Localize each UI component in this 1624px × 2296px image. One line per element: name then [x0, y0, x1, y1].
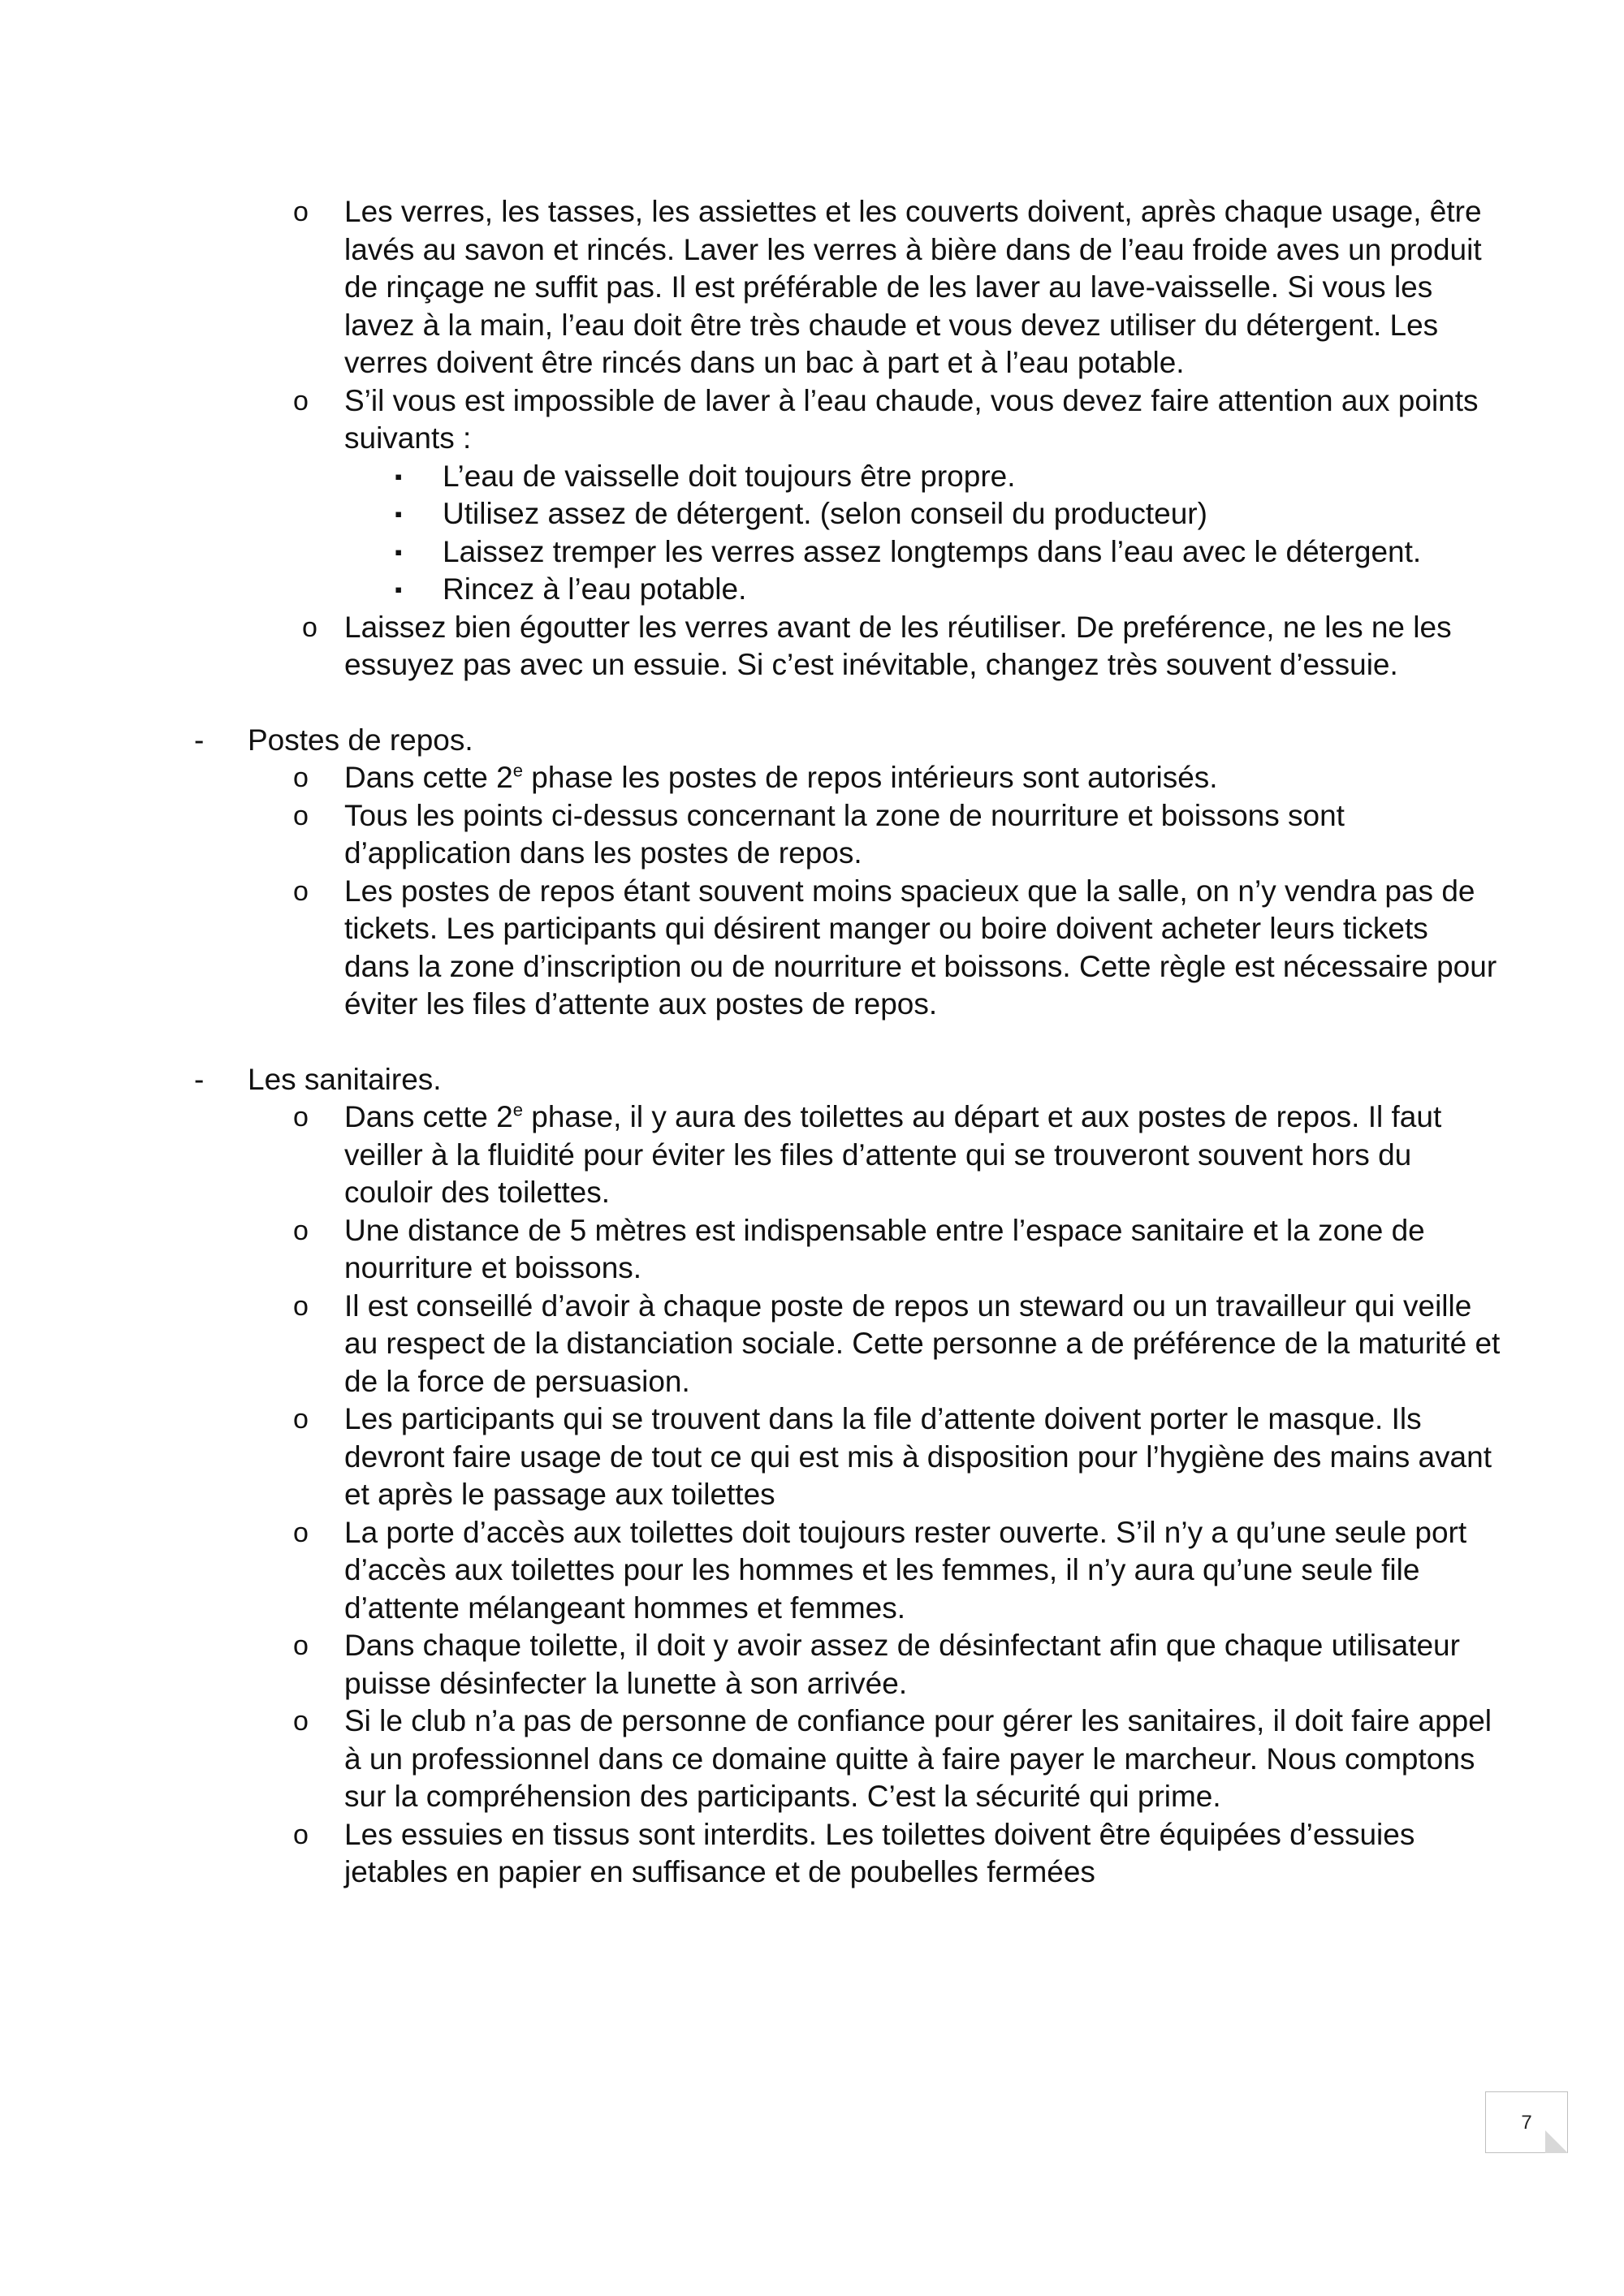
ordinal-superscript: e [512, 760, 523, 781]
list-item [0, 1098, 1501, 1212]
bullet-marker: ▪ [395, 464, 403, 489]
bullet-marker: ▪ [395, 577, 403, 602]
list-item [0, 873, 1501, 1024]
page-curl-decoration [1545, 2130, 1568, 2153]
list-item [0, 1703, 1501, 1816]
section-heading [0, 1061, 1498, 1099]
item-text-start: Dans cette 2 [344, 1100, 513, 1133]
item-text: Rincez à l’eau potable. [443, 572, 747, 606]
item-text: Les sanitaires. [248, 1062, 442, 1096]
item-text: Il est conseillé d’avoir à chaque poste de repos un steward ou un travailleur qui veille au respect de la distanciation sociale. Cette personne a de préférence de la maturité et de la force de persuasion. [344, 1288, 1501, 1398]
item-text: phase, il y aura des toilettes au départ et aux postes de repos. Il faut veiller à la fluidité pour éviter les files d’attente qui se trouveront souvent hors du couloir des toilettes. [344, 1100, 1442, 1209]
item-text: Tous les points ci-dessus concernant la zone de nourriture et boissons sont d’application dans les postes de repos. [344, 798, 1345, 870]
item-text: Dans chaque toilette, il doit y avoir assez de désinfectant afin que chaque utilisateur puisse désinfecter la lunette à son arrivée. [344, 1629, 1460, 1700]
item-text: Les participants qui se trouvent dans la file d’attente doivent porter le masque. Ils devront faire usage de tout ce qui est mis à disposition pour l’hygiène des mains avant et après le passage aux toilettes [344, 1402, 1492, 1511]
list-item [0, 1627, 1501, 1703]
item-text: Une distance de 5 mètres est indispensable entre l’espace sanitaire et la zone de nourriture et boissons. [344, 1213, 1425, 1284]
bullet-marker: ▪ [395, 502, 403, 526]
bullet-marker: o [293, 762, 309, 793]
item-text: Les postes de repos étant souvent moins spacieux que la salle, on n’y vendra pas de tickets. Les participants qui désirent manger ou boire doivent acheter leurs tickets dans la zone d’inscription ou de nourriture et boissons. Cette règle est nécessaire pour éviter les files d’attente aux postes de repos. [344, 874, 1497, 1021]
ordinal-superscript: e [512, 1099, 523, 1120]
list-item [0, 382, 1501, 458]
bullet-marker: o [293, 1215, 309, 1246]
sub-list-item [0, 533, 1498, 572]
paragraph-gap [0, 1024, 1624, 1061]
page-number: 7 [1521, 2112, 1532, 2134]
bullet-marker: o [293, 1290, 309, 1322]
item-text: Les essuies en tissus sont interdits. Les toilettes doivent être équipées d’essuies jetables en papier en suffisance et de poubelles fermées [344, 1817, 1415, 1888]
sub-list-item [0, 571, 1498, 609]
item-text: Si le club n’a pas de personne de confiance pour gérer les sanitaires, il doit faire appel à un professionnel dans ce domaine quitte à faire payer le marcheur. Nous comptons sur la compréhension des participants. C’est la sécurité qui prime. [344, 1704, 1492, 1813]
document-body [0, 193, 1624, 1892]
bullet-marker: o [293, 800, 309, 831]
list-item [0, 1514, 1501, 1628]
bullet-marker: o [293, 1819, 309, 1850]
bullet-marker: ▪ [395, 539, 403, 564]
bullet-marker: - [194, 1062, 205, 1096]
list-item [0, 759, 1501, 797]
item-text: L’eau de vaisselle doit toujours être propre. [443, 459, 1016, 493]
list-item [0, 609, 1501, 684]
list-item [0, 1816, 1501, 1892]
item-text: phase les postes de repos intérieurs sont autorisés. [522, 761, 1218, 794]
bullet-marker: - [194, 723, 205, 757]
list-item [0, 1400, 1501, 1514]
list-item [0, 797, 1501, 873]
paragraph-gap [0, 684, 1624, 722]
item-text: Les verres, les tasses, les assiettes et les couverts doivent, après chaque usage, être lavés au savon et rincés. Laver les verres à bière dans de l’eau froide aves un produit de rinçage ne suffit pas. Il est préférable de les laver au lave-vaisselle. Si vous les lavez à la main, l’eau doit être très chaude et vous devez utiliser du détergent. Les verres doivent être rincés dans un bac à part et à l’eau potable. [344, 195, 1482, 379]
bullet-marker: o [293, 1706, 309, 1737]
item-text: Postes de repos. [248, 723, 473, 757]
bullet-marker: o [293, 196, 309, 227]
sub-list-item [0, 458, 1498, 496]
bullet-marker: o [293, 385, 309, 416]
item-text: Laissez bien égoutter les verres avant de les réutiliser. De preférence, ne les ne les essuyez pas avec un essuie. Si c’est inévitable, changez très souvent d’essuie. [344, 610, 1452, 681]
item-text: S’il vous est impossible de laver à l’eau chaude, vous devez faire attention aux points suivants : [344, 383, 1479, 455]
item-text: La porte d’accès aux toilettes doit toujours rester ouverte. S’il n’y a qu’une seule port d’accès aux toilettes pour les hommes et les femmes, il n’y aura qu’une seule file d’attente mélangeant hommes et femmes. [344, 1515, 1467, 1625]
bullet-marker: o [293, 875, 309, 907]
page-number-box [1485, 2091, 1568, 2153]
item-text: Laissez tremper les verres assez longtemps dans l’eau avec le détergent. [443, 534, 1422, 568]
sub-list-item [0, 495, 1498, 533]
bullet-marker: o [293, 1630, 309, 1661]
list-item [0, 193, 1501, 382]
section-heading [0, 722, 1498, 760]
item-text-start: Dans cette 2 [344, 761, 513, 794]
list-item [0, 1212, 1501, 1288]
bullet-marker: o [293, 1404, 309, 1435]
item-text: Utilisez assez de détergent. (selon conseil du producteur) [443, 497, 1207, 530]
bullet-marker: o [293, 1517, 309, 1548]
bullet-marker: o [293, 1102, 309, 1133]
list-item [0, 1288, 1501, 1401]
bullet-marker: o [302, 611, 317, 643]
